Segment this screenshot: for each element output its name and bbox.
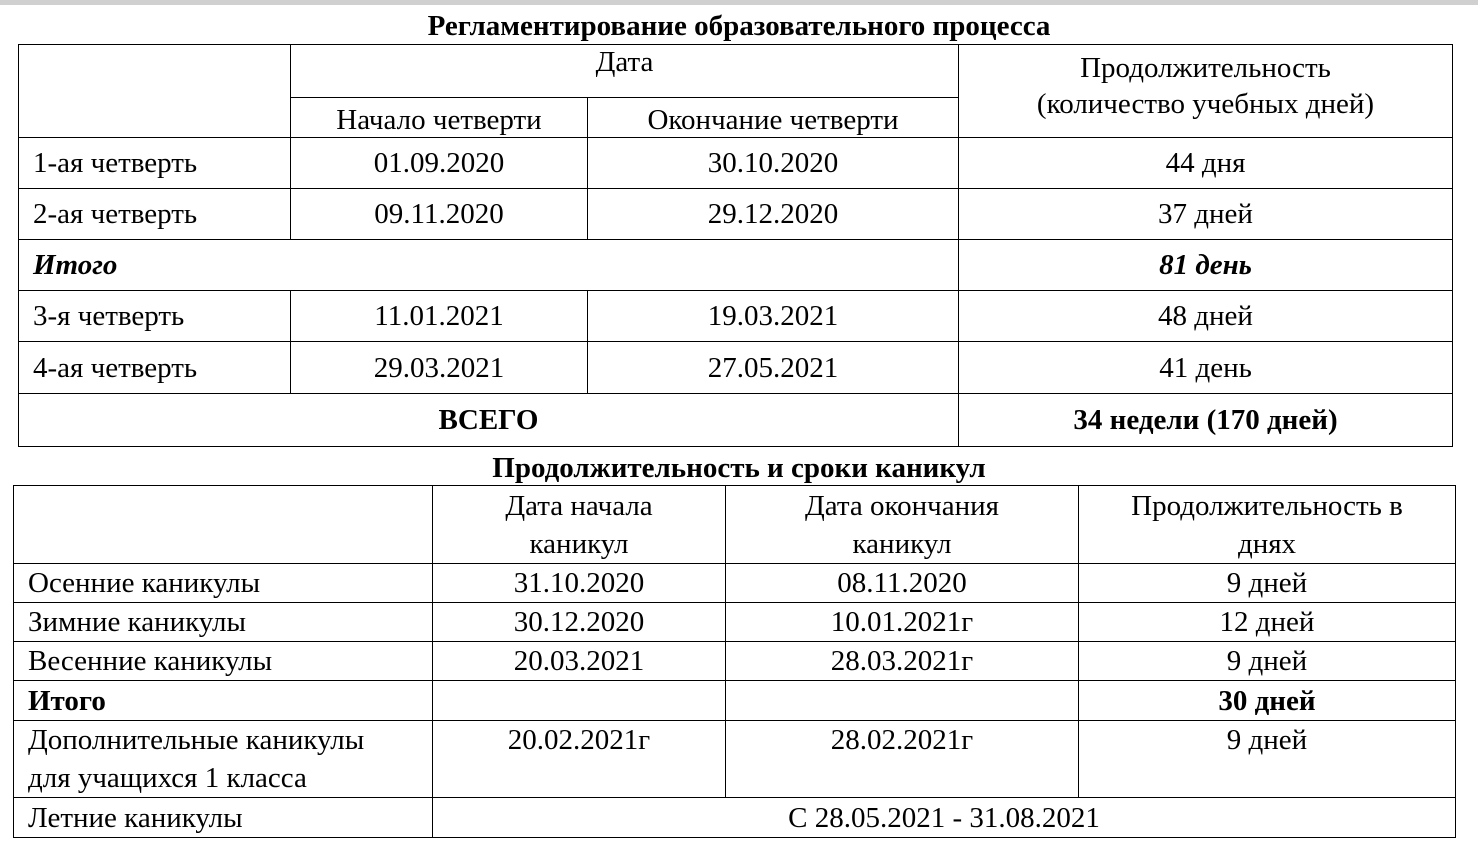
holiday-start: 20.03.2021	[433, 642, 726, 681]
holiday-start: 31.10.2020	[433, 564, 726, 603]
quarter-start: 01.09.2020	[291, 138, 588, 189]
holidays-title: Продолжительность и сроки каникул	[492, 452, 986, 484]
table-row	[14, 564, 1456, 603]
quarter-label: 3-я четверть	[19, 291, 291, 342]
header-holiday-end-line1: Дата окончания	[804, 489, 1000, 522]
subtotal-label: Итого	[19, 240, 959, 291]
header-quarter-end: Окончание четверти	[588, 98, 959, 138]
holiday-end: 28.02.2021г	[726, 721, 1079, 798]
header-duration-line2: (количество учебных дней)	[1036, 88, 1375, 120]
holiday-days: 9 дней	[1079, 721, 1456, 798]
holiday-days: 9 дней	[1079, 642, 1456, 681]
subtotal-row	[19, 240, 1453, 291]
extra-holiday-label-line1: Дополнительные каникулы	[28, 724, 365, 756]
header-holiday-start-line1: Дата начала	[505, 489, 653, 522]
header-holiday-duration-line2: днях	[1237, 527, 1297, 560]
table-row	[14, 603, 1456, 642]
quarter-label: 2-ая четверть	[19, 189, 291, 240]
quarter-days: 48 дней	[959, 291, 1453, 342]
quarter-label: 4-ая четверть	[19, 342, 291, 394]
extra-holiday-label	[14, 721, 433, 798]
total-value: 34 недели (170 дней)	[959, 394, 1453, 447]
header-holiday-end-line2: каникул	[852, 527, 952, 560]
table-header-row	[14, 486, 1456, 564]
summer-holiday-label: Летние каникулы	[14, 798, 433, 838]
quarters-table	[18, 44, 1453, 447]
extra-holiday-label-line2: для учащихся 1 класса	[28, 762, 307, 794]
holiday-label: Осенние каникулы	[14, 564, 433, 603]
header-holiday-start	[433, 486, 726, 564]
quarter-start: 29.03.2021	[291, 342, 588, 394]
top-divider	[0, 0, 1478, 5]
quarter-days: 44 дня	[959, 138, 1453, 189]
quarter-end: 29.12.2020	[588, 189, 959, 240]
header-empty-cell	[19, 45, 291, 138]
table-row	[14, 642, 1456, 681]
empty-cell	[433, 681, 726, 721]
header-holiday-start-line2: каникул	[529, 527, 629, 560]
quarter-end: 19.03.2021	[588, 291, 959, 342]
header-holiday-duration	[1079, 486, 1456, 564]
table-row	[19, 291, 1453, 342]
quarter-start: 11.01.2021	[291, 291, 588, 342]
total-label: ВСЕГО	[19, 394, 959, 447]
quarter-days: 41 день	[959, 342, 1453, 394]
holiday-days: 12 дней	[1079, 603, 1456, 642]
header-quarter-start: Начало четверти	[291, 98, 588, 138]
quarter-end: 30.10.2020	[588, 138, 959, 189]
header-holiday-duration-line1: Продолжительность в	[1131, 489, 1403, 522]
table-row	[14, 721, 1456, 798]
holiday-days: 9 дней	[1079, 564, 1456, 603]
holiday-start: 20.02.2021г	[433, 721, 726, 798]
header-date: Дата	[291, 45, 959, 98]
header-empty-cell	[14, 486, 433, 564]
quarter-start: 09.11.2020	[291, 189, 588, 240]
holiday-subtotal-days: 30 дней	[1079, 681, 1456, 721]
subtotal-row	[14, 681, 1456, 721]
quarter-days: 37 дней	[959, 189, 1453, 240]
table-row	[19, 189, 1453, 240]
header-holiday-end	[726, 486, 1079, 564]
subtotal-days: 81 день	[959, 240, 1453, 291]
table-row	[19, 342, 1453, 394]
table-header-row	[19, 45, 1453, 98]
holiday-end: 08.11.2020	[726, 564, 1079, 603]
holiday-start: 30.12.2020	[433, 603, 726, 642]
header-duration	[959, 45, 1453, 138]
header-duration-line1: Продолжительность	[1080, 52, 1331, 84]
holiday-end: 28.03.2021г	[726, 642, 1079, 681]
summer-holiday-period: С 28.05.2021 - 31.08.2021	[433, 798, 1456, 838]
table-row	[19, 138, 1453, 189]
empty-cell	[726, 681, 1079, 721]
table-row	[14, 798, 1456, 838]
holiday-label: Зимние каникулы	[14, 603, 433, 642]
schedule-title: Регламентирование образовательного процесса	[427, 10, 1051, 42]
quarter-label: 1-ая четверть	[19, 138, 291, 189]
holidays-table	[13, 485, 1456, 838]
holiday-label: Весенние каникулы	[14, 642, 433, 681]
holiday-subtotal-label: Итого	[14, 681, 433, 721]
holiday-end: 10.01.2021г	[726, 603, 1079, 642]
total-row	[19, 394, 1453, 447]
quarter-end: 27.05.2021	[588, 342, 959, 394]
